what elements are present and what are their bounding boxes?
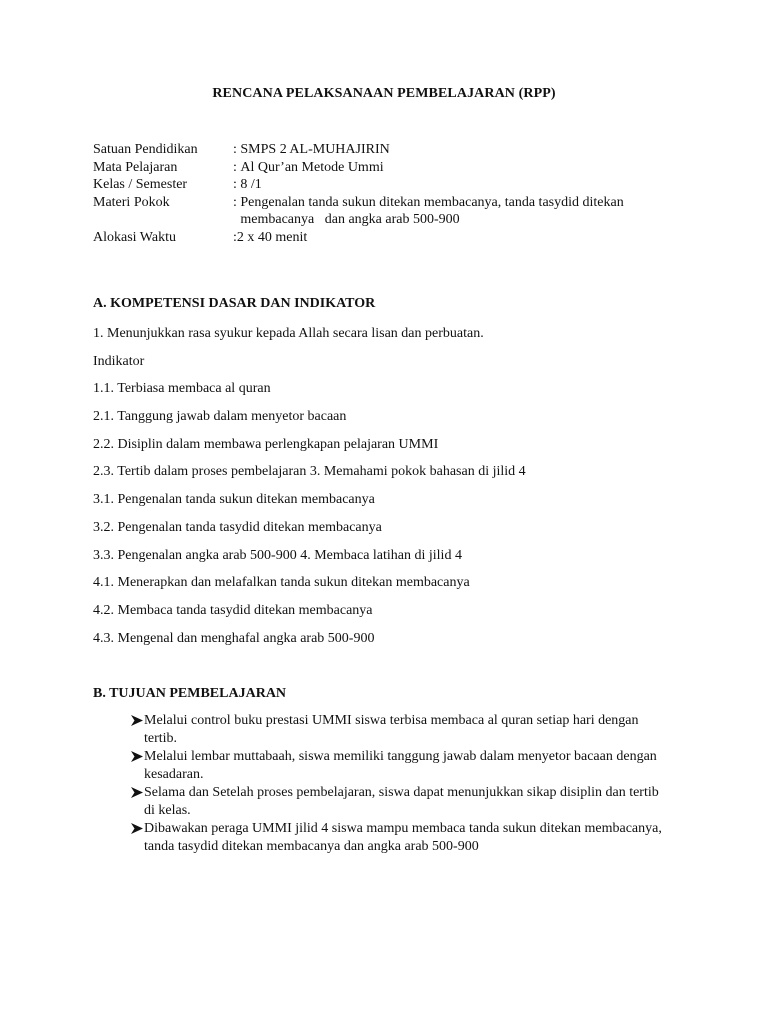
arrowhead-bullet-icon [93, 820, 143, 855]
info-colon: : [233, 229, 237, 245]
indicator-item: 4.2. Membaca tanda tasydid ditekan membacanya [93, 602, 373, 618]
list-item-text: Dibawakan peraga UMMI jilid 4 siswa mampu membaca tanda sukun ditekan membacanya, tanda tasydid ditekan membacanya dan angka arab 500-900 [144, 821, 662, 854]
list-item [93, 748, 713, 783]
indicator-item: 3.1. Pengenalan tanda sukun ditekan membacanya [93, 492, 375, 508]
info-label: Satuan Pendidikan [93, 142, 198, 157]
indicator-item: 1.1. Terbiasa membaca al quran [93, 381, 271, 397]
info-row-materi-pokok [93, 194, 693, 229]
paragraph: Indikator [93, 353, 145, 369]
info-colon: : [233, 159, 241, 175]
info-row-alokasi-waktu [93, 229, 693, 247]
info-value: 8 /1 [240, 177, 262, 192]
arrowhead-bullet-icon [93, 712, 143, 747]
indicator-item: 2.2. Disiplin dalam membawa perlengkapan pelajaran UMMI [93, 436, 439, 452]
info-row-kelas-semester [93, 176, 693, 194]
section-kompetensi-dasar [93, 296, 713, 657]
info-value: Pengenalan tanda sukun ditekan membacanya, tanda tasydid ditekan membacanya dan angka arab 500-900 [240, 194, 628, 227]
info-value: 2 x 40 menit [236, 229, 308, 245]
info-row-satuan-pendidikan [93, 141, 693, 159]
indicator-item: 3.3. Pengenalan angka arab 500-900 4. Membaca latihan di jilid 4 [93, 547, 462, 563]
info-row-mata-pelajaran [93, 159, 693, 177]
info-label: Kelas / Semester [93, 177, 188, 192]
list-item [93, 820, 713, 855]
info-label: Materi Pokok [93, 194, 170, 210]
indicator-item: 2.3. Tertib dalam proses pembelajaran 3. Memahami pokok bahasan di jilid 4 [93, 464, 526, 480]
paragraph: 1. Menunjukkan rasa syukur kepada Allah secara lisan dan perbuatan. [93, 326, 484, 341]
document-title: RENCANA PELAKSANAAN PEMBELAJARAN (RPP) [212, 86, 556, 101]
list-item-text: Melalui lembar muttabaah, siswa memiliki tanggung jawab dalam menyetor bacaan dengan kesadaran. [144, 749, 657, 782]
section-heading: A. KOMPETENSI DASAR DAN INDIKATOR [93, 296, 376, 311]
info-value: Al Qur’an Metode Ummi [240, 159, 384, 175]
section-tujuan-pembelajaran [93, 686, 713, 856]
list-item [93, 784, 713, 819]
list-item [93, 712, 713, 747]
section-heading: B. TUJUAN PEMBELAJARAN [93, 686, 287, 701]
indicator-item: 3.2. Pengenalan tanda tasydid ditekan membacanya [93, 519, 382, 535]
info-value: SMPS 2 AL-MUHAJIRIN [240, 142, 390, 157]
objective-list [93, 712, 713, 855]
indicator-item: 2.1. Tanggung jawab dalam menyetor bacaan [93, 409, 347, 425]
list-item-text: Melalui control buku prestasi UMMI siswa terbisa membaca al quran setiap hari dengan tertib. [144, 713, 639, 746]
arrowhead-bullet-icon [93, 748, 143, 783]
info-colon: : [233, 142, 241, 157]
info-label: Alokasi Waktu [93, 229, 176, 245]
indicator-item: 4.3. Mengenal dan menghafal angka arab 500-900 [93, 630, 375, 646]
info-colon: : [233, 177, 241, 192]
identity-table [93, 141, 693, 246]
arrowhead-bullet-icon [93, 784, 143, 819]
indicator-item: 4.1. Menerapkan dan melafalkan tanda sukun ditekan membacanya [93, 575, 470, 591]
list-item-text: Selama dan Setelah proses pembelajaran, siswa dapat menunjukkan sikap disiplin dan tertib di kelas. [144, 785, 659, 818]
info-colon: : [233, 194, 241, 210]
info-label: Mata Pelajaran [93, 159, 178, 175]
